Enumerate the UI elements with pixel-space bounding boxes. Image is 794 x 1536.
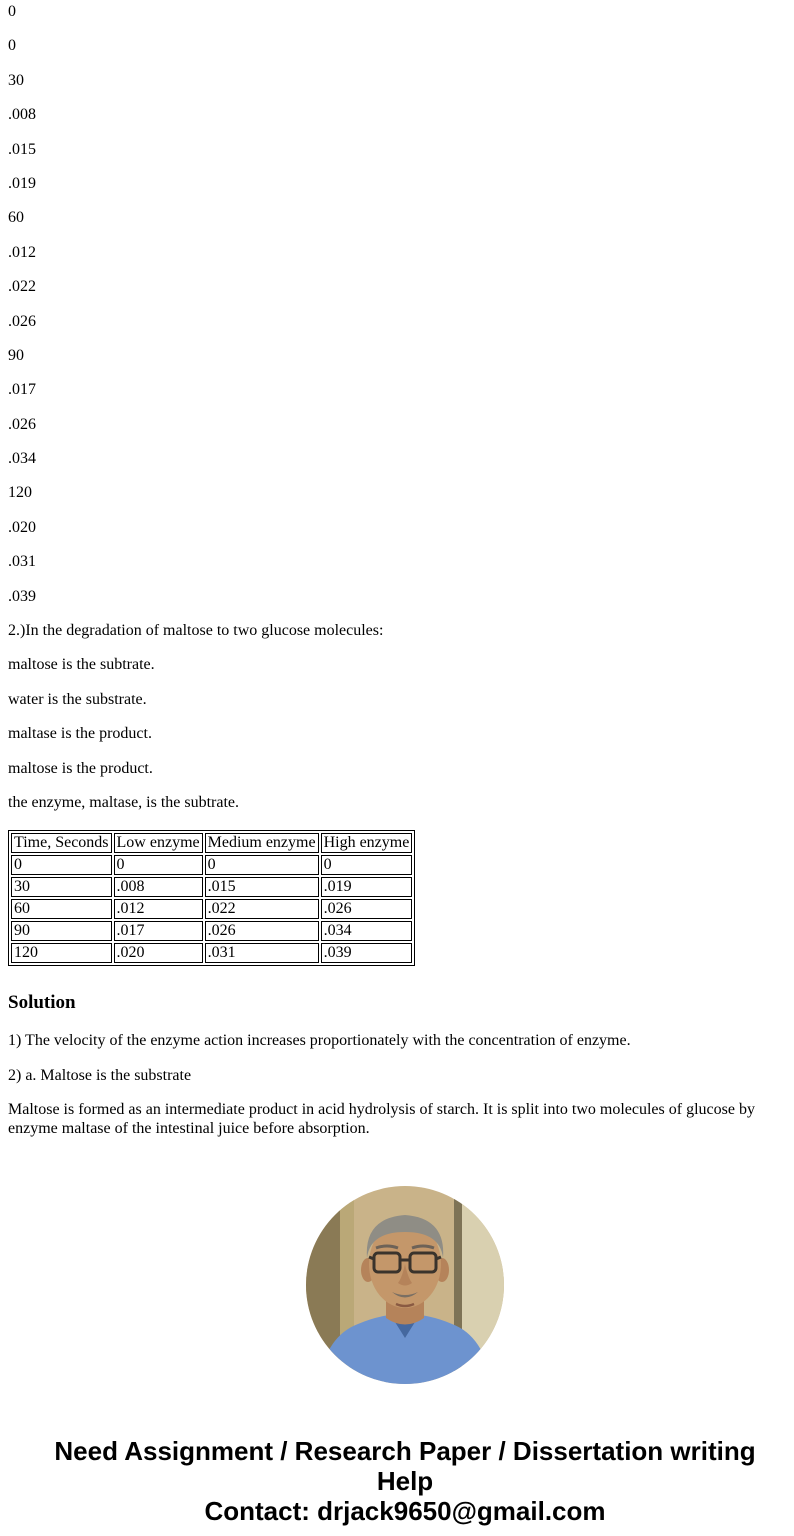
data-line: .039 [8,587,36,605]
answer-option: the enzyme, maltase, is the subtrate. [8,793,240,811]
table-row [11,899,412,919]
data-line: .012 [8,243,36,261]
table-header-row [11,833,412,853]
data-line: 0 [8,3,16,20]
data-line: 120 [8,484,32,502]
data-line: 30 [8,71,24,89]
table-cell: .020 [114,943,203,963]
table-header-cell: Medium enzyme [205,833,319,853]
data-line: .022 [8,278,36,296]
table-cell: .012 [114,899,203,919]
data-line: .017 [8,381,36,399]
tutor-photo [306,1186,504,1384]
table-row [11,921,412,941]
enzyme-data-table [8,830,415,966]
table-cell: .031 [205,943,319,963]
table-cell: .034 [321,921,413,941]
data-line: .034 [8,450,36,468]
footer-help-text: Need Assignment / Research Paper / Dissertation writing Help [54,1435,756,1496]
solution-heading: Solution [8,992,76,1014]
table-cell: .022 [205,899,319,919]
table-header-cell: Time, Seconds [11,833,112,853]
table-row [11,877,412,897]
table-cell: 0 [114,855,203,875]
data-line: .026 [8,415,36,433]
answer-option: maltose is the subtrate. [8,656,155,674]
table-cell: .039 [321,943,413,963]
table-cell: .019 [321,877,413,897]
table-cell: 0 [205,855,319,875]
table-cell: 30 [11,877,112,897]
data-line: .015 [8,140,36,158]
data-line: 60 [8,209,24,227]
table-cell: 0 [321,855,413,875]
table-cell: 0 [11,855,112,875]
table-cell: 120 [11,943,112,963]
table-cell: .017 [114,921,203,941]
data-line: .019 [8,174,36,192]
data-line: .020 [8,518,36,536]
tutor-photo-container [8,1186,794,1384]
table-cell: .026 [205,921,319,941]
footer-banner [40,1436,770,1526]
data-line: 0 [8,37,16,55]
answer-option: water is the substrate. [8,690,147,708]
answer-option: maltose is the product. [8,759,153,777]
solution-point: 1) The velocity of the enzyme action increases proportionately with the concentration of enzyme. [8,1032,631,1050]
table-cell: .015 [205,877,319,897]
table-row [11,855,412,875]
question-intro: 2.)In the degradation of maltose to two glucose molecules: [8,622,384,640]
table-cell: 60 [11,899,112,919]
data-line: 90 [8,346,24,364]
table-header-cell: High enzyme [321,833,413,853]
table-row [11,943,412,963]
table-cell: .026 [321,899,413,919]
answer-option: maltase is the product. [8,725,152,743]
footer-contact-text: Contact: drjack9650@gmail.com [204,1495,606,1526]
solution-paragraph: Maltose is formed as an intermediate product in acid hydrolysis of starch. It is split into two molecules of glucose by enzyme maltase of the intestinal juice before absorption. [8,1101,755,1137]
table-header-cell: Low enzyme [114,833,203,853]
table-cell: 90 [11,921,112,941]
solution-point: 2) a. Maltose is the substrate [8,1066,192,1084]
data-line: .031 [8,553,36,571]
data-line: .026 [8,312,36,330]
document-body [8,3,794,1526]
table-cell: .008 [114,877,203,897]
data-line: .008 [8,106,36,124]
